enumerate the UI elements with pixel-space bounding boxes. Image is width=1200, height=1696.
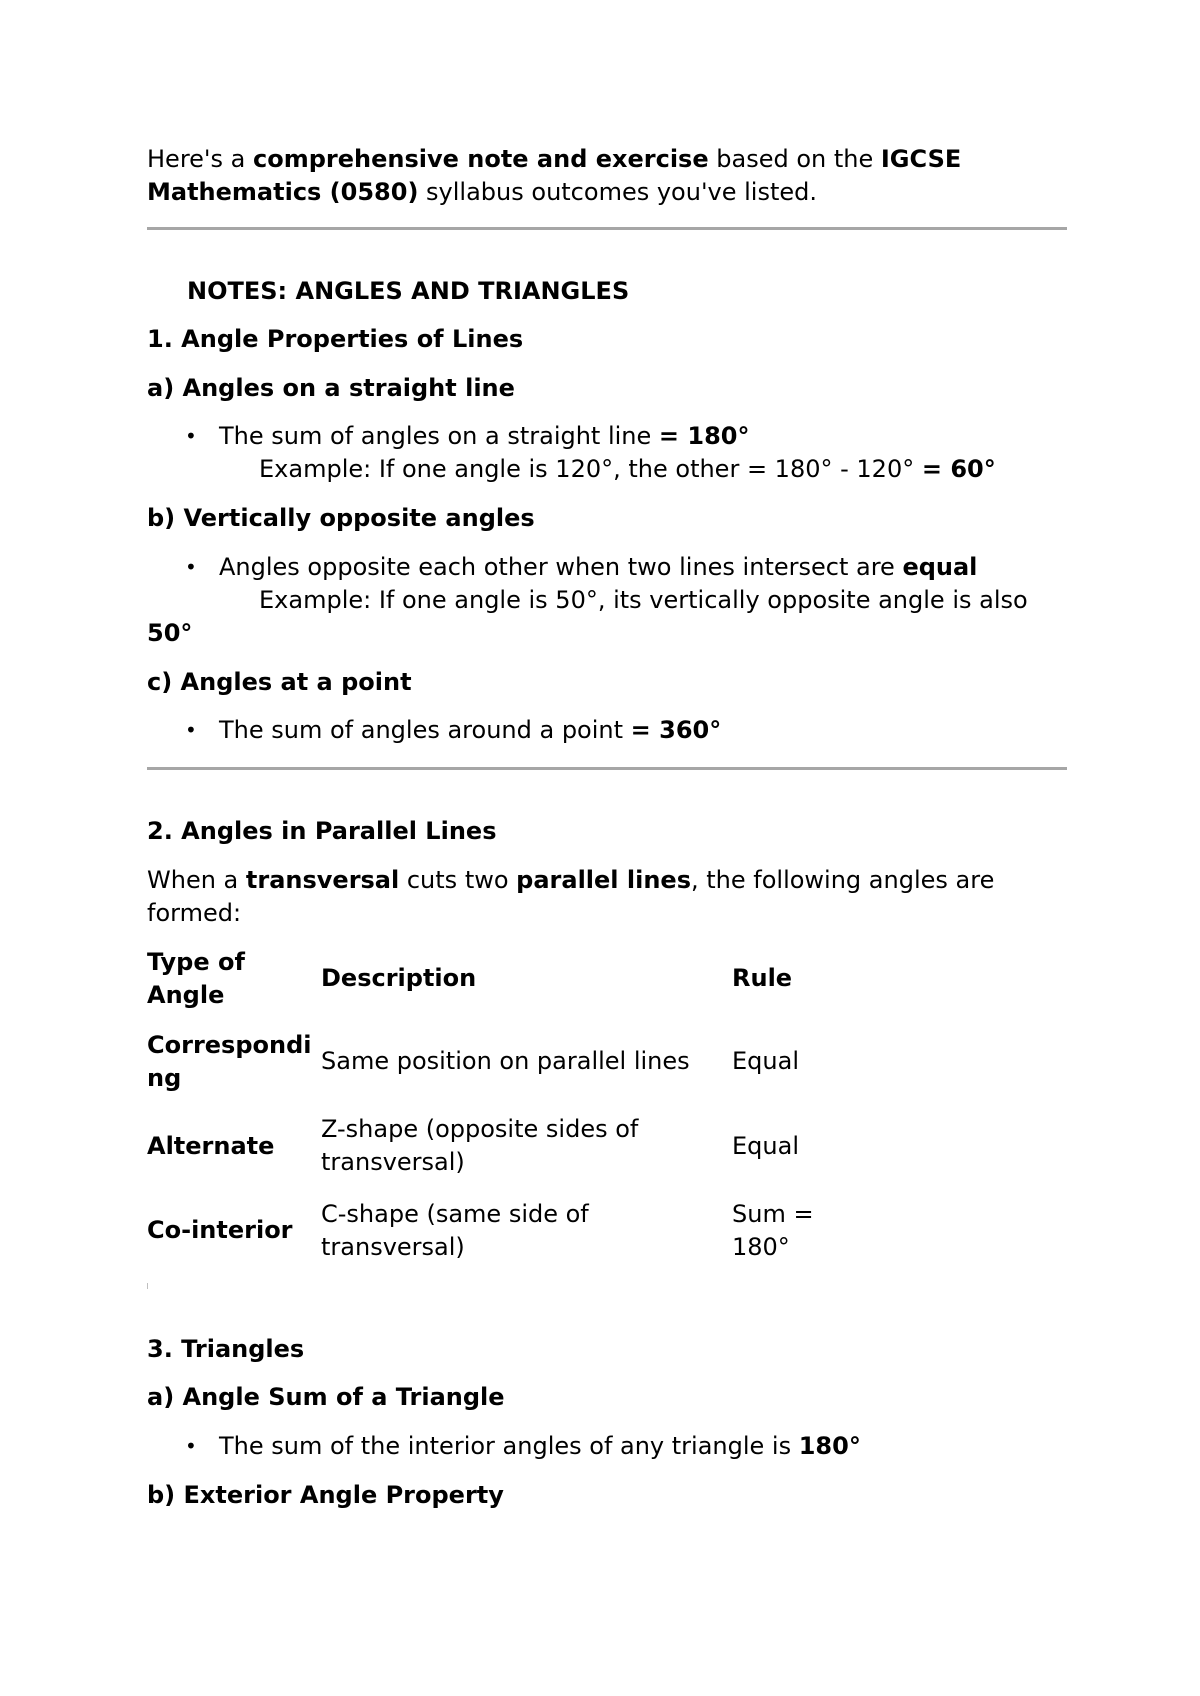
horizontal-divider [147,767,1067,770]
intro-text: , the following angles are [691,866,995,894]
table-cell-type-continuation: ng [147,1064,182,1092]
section-2-intro-line-1 [147,864,994,897]
intro-text: cuts two [399,866,517,894]
table-header-type-line-1: Type of [147,948,245,976]
intro-text: Here's a [147,145,253,173]
intro-text: When a [147,866,246,894]
example-bold-text: = 60° [921,455,996,483]
bullet-text: The sum of angles around a point [219,716,631,744]
intro-bold-text: transversal [245,866,400,894]
section-3-heading: 3. Triangles [147,1335,305,1363]
example-text: Example: If one angle is 120°, the other = 180° - 120° [259,455,922,483]
section-1-heading: 1. Angle Properties of Lines [147,325,524,353]
table-header-rule: Rule [732,964,793,992]
example-line: Example: If one angle is 50°, its vertically opposite angle is also [259,586,1028,614]
bullet-bold-text: 180° [798,1432,861,1460]
table-cell-description: C-shape (same side of [321,1200,589,1228]
bullet-item [185,714,722,747]
bullet-bold-text: = 360° [630,716,722,744]
bullet-bold-text: equal [902,553,978,581]
table-cell-rule: Equal [732,1047,799,1075]
table-end-mark [147,1283,148,1289]
table-cell-description-continuation: transversal) [321,1233,465,1261]
intro-bold-text: Mathematics (0580) [147,178,419,206]
bullet-icon: • [185,718,197,742]
intro-bold-text: IGCSE [880,145,962,173]
table-cell-description-continuation: transversal) [321,1148,465,1176]
table-header-description: Description [321,964,477,992]
bullet-item [185,1430,861,1463]
subsection-1c-heading: c) Angles at a point [147,668,412,696]
subsection-1b-heading: b) Vertically opposite angles [147,504,535,532]
section-2-heading: 2. Angles in Parallel Lines [147,817,497,845]
bullet-item [185,420,750,453]
table-header-type-line-2: Angle [147,981,225,1009]
table-cell-description: Same position on parallel lines [321,1047,690,1075]
intro-text: syllabus outcomes you've listed. [418,178,818,206]
bullet-text: Angles opposite each other when two lines intersect are [219,553,903,581]
subsection-3b-heading: b) Exterior Angle Property [147,1481,504,1509]
bullet-icon: • [185,555,197,579]
example-bold-continuation: 50° [147,619,193,647]
section-2-intro-line-2: formed: [147,899,242,927]
bullet-text: The sum of angles on a straight line [219,422,659,450]
table-cell-type: Correspondi [147,1031,312,1059]
intro-line-2 [147,176,817,209]
table-cell-rule: Equal [732,1132,799,1160]
intro-bold-text: parallel lines [516,866,691,894]
subsection-3a-heading: a) Angle Sum of a Triangle [147,1383,505,1411]
bullet-text: The sum of the interior angles of any triangle is [219,1432,799,1460]
intro-bold-text: comprehensive note and exercise [252,145,709,173]
intro-text: based on the [708,145,881,173]
table-cell-rule: Sum = [732,1200,814,1228]
intro-line-1 [147,143,961,176]
bullet-bold-text: = 180° [658,422,750,450]
table-cell-rule-continuation: 180° [732,1233,790,1261]
bullet-icon: • [185,424,197,448]
notes-title: NOTES: ANGLES AND TRIANGLES [187,277,630,305]
table-cell-description: Z-shape (opposite sides of [321,1115,639,1143]
bullet-icon: • [185,1434,197,1458]
example-line [259,453,996,486]
horizontal-divider [147,227,1067,230]
subsection-1a-heading: a) Angles on a straight line [147,374,515,402]
table-cell-type: Alternate [147,1132,275,1160]
table-cell-type: Co-interior [147,1216,293,1244]
bullet-item [185,551,978,584]
